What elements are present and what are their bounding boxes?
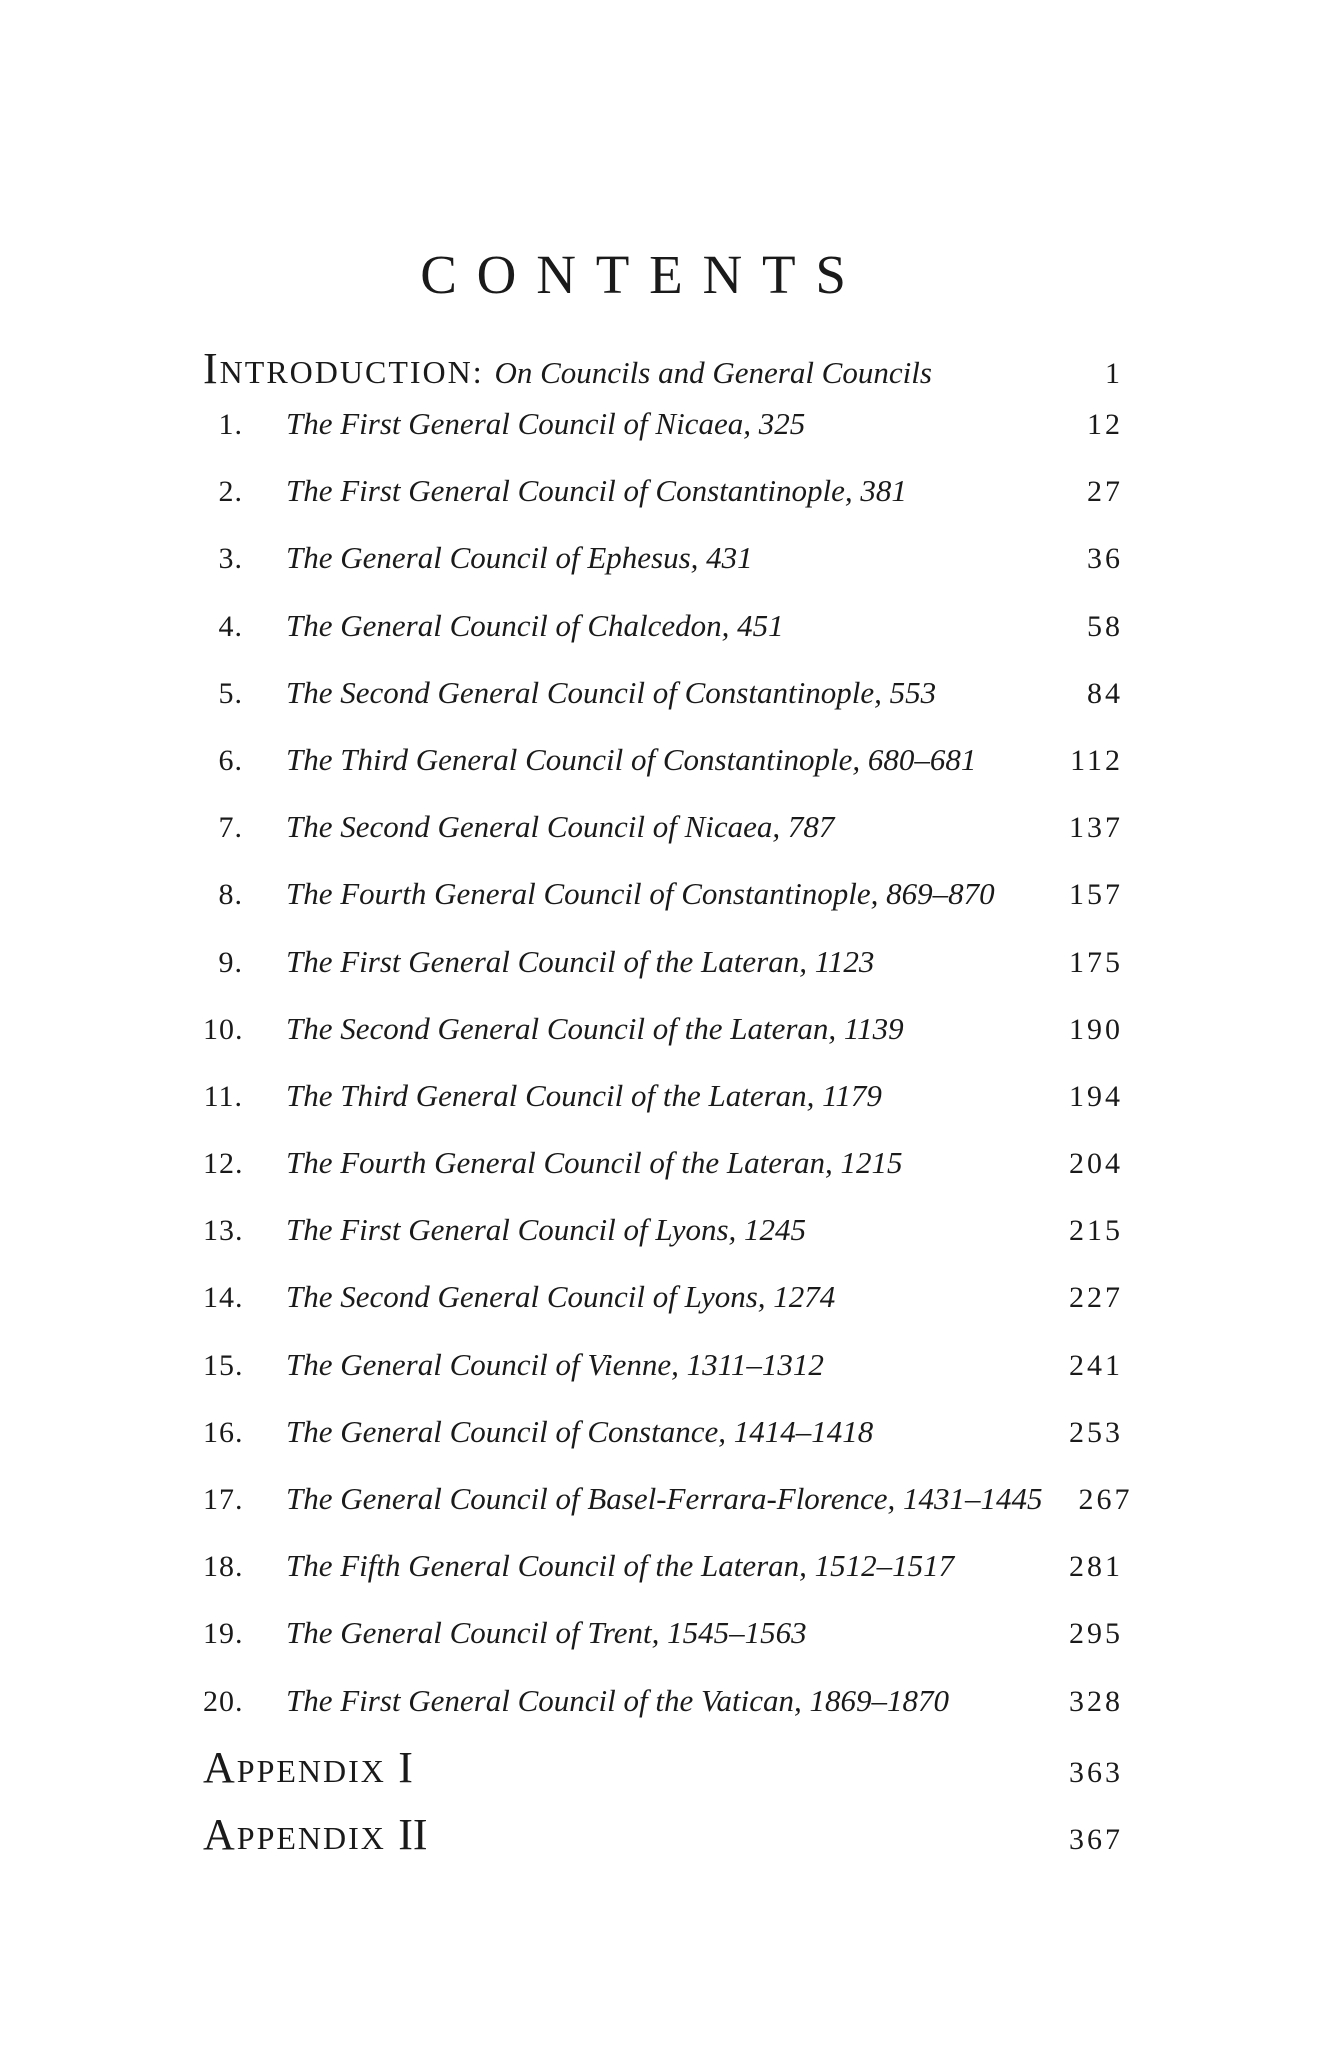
toc-entry-page-number: 253: [1069, 1415, 1123, 1449]
toc-entry-page-number: 267: [1078, 1483, 1133, 1516]
toc-entry-number: 2.: [218, 475, 243, 509]
toc-entry-page-number: 241: [1069, 1348, 1123, 1382]
toc-entry-number: 13.: [203, 1214, 244, 1248]
toc-appendix-page-number: 363: [1069, 1755, 1123, 1789]
toc-entry-page-number: 27: [1087, 475, 1123, 509]
toc-entry-page-number: 281: [1069, 1550, 1123, 1584]
toc-entry-number: 18.: [203, 1550, 244, 1584]
toc-entry-row: [203, 592, 1123, 659]
toc-entry-number: 16.: [203, 1415, 244, 1449]
toc-entry-number: 11.: [203, 1079, 243, 1113]
toc-entry-row: [203, 928, 1123, 995]
toc-entry-number: 20.: [203, 1684, 244, 1718]
toc-entry-row: [203, 1532, 1123, 1599]
toc-entry-title: The First General Council of the Vatican, 1869–1870: [286, 1682, 950, 1718]
toc-entry-row: [203, 659, 1123, 726]
toc-entry-row: [203, 1599, 1123, 1666]
toc-entry-number: 9.: [218, 945, 243, 979]
toc-entry-row: [203, 1398, 1123, 1465]
toc-entry-number: 10.: [203, 1012, 244, 1046]
toc-entry-title: The General Council of Trent, 1545–1563: [286, 1615, 807, 1651]
toc-appendix-label: [203, 1734, 1033, 1805]
toc-appendix-row: [203, 1801, 1123, 1868]
toc-entry-number: 19.: [203, 1617, 244, 1651]
toc-entry-title: The Third General Council of the Lateran, 1179: [286, 1077, 882, 1113]
toc-entry-page-number: 328: [1069, 1684, 1123, 1718]
toc-entry-row: [203, 860, 1123, 927]
toc-entry-page-number: 190: [1069, 1012, 1123, 1046]
toc-entry-page-number: 157: [1069, 878, 1123, 912]
toc-entry-list: [203, 390, 1133, 1734]
toc-intro-page-number: 1: [1105, 357, 1123, 390]
toc-entry-page-number: 194: [1069, 1079, 1123, 1113]
toc-entry-row: [203, 1331, 1123, 1398]
toc-entry-number: 4.: [218, 609, 243, 643]
toc-entry-row: [203, 726, 1123, 793]
toc-entry-page-number: 295: [1069, 1617, 1123, 1651]
toc-appendix-caps: PPENDIX: [236, 1819, 386, 1856]
toc-entry-row: [203, 457, 1123, 524]
toc-appendix-initial: A: [203, 1809, 237, 1859]
toc-entry-title: The First General Council of Constantinople, 381: [286, 473, 907, 509]
toc-appendix-initial: A: [203, 1742, 237, 1792]
toc-entry-number: 14.: [203, 1281, 244, 1315]
toc-intro-row: [203, 335, 1123, 393]
toc-entry-page-number: 227: [1069, 1281, 1123, 1315]
toc-entry-row: [203, 793, 1123, 860]
toc-entry-row: [203, 1062, 1123, 1129]
toc-entry-page-number: 12: [1087, 408, 1123, 441]
toc-entry-number: 3.: [218, 542, 243, 576]
toc-entry-number: 15.: [203, 1348, 244, 1382]
toc-entry-title: The First General Council of Nicaea, 325: [286, 406, 806, 441]
toc-appendix-page-number: 367: [1069, 1822, 1123, 1856]
toc-entry-title: The First General Council of Lyons, 1245: [286, 1212, 807, 1248]
toc-entry-number: 1.: [218, 408, 243, 441]
toc-entry-number: 17.: [203, 1483, 244, 1516]
toc-entry-row: [203, 995, 1123, 1062]
toc-entry-title: The General Council of Vienne, 1311–1312: [286, 1346, 824, 1382]
toc-appendix-numeral: II: [398, 1809, 428, 1859]
toc-entry-title: The General Council of Ephesus, 431: [286, 540, 753, 576]
book-page: [203, 244, 1133, 1868]
toc-entry-title: The Second General Council of Constantinople, 553: [286, 674, 937, 710]
toc-entry-title: The Fifth General Council of the Lateran, 1512–1517: [286, 1548, 955, 1584]
toc-entry-row: [203, 1465, 1133, 1532]
toc-entry-page-number: 58: [1087, 609, 1123, 643]
toc-entry-title: The First General Council of the Lateran, 1123: [286, 943, 875, 979]
table-of-contents: [203, 335, 1133, 1868]
toc-entry-row: [203, 1196, 1123, 1263]
toc-entry-title: The Second General Council of Lyons, 1274: [286, 1279, 836, 1315]
toc-entry-page-number: 112: [1070, 743, 1123, 777]
toc-entry-title: The Fourth General Council of Constantinople, 869–870: [286, 876, 995, 912]
toc-entry-title: The Fourth General Council of the Lateran, 1215: [286, 1145, 903, 1181]
toc-entry-number: 7.: [218, 811, 243, 845]
toc-entry-page-number: 215: [1069, 1214, 1123, 1248]
toc-entry-page-number: 84: [1087, 676, 1123, 710]
toc-entry-page-number: 204: [1069, 1147, 1123, 1181]
toc-entry-page-number: 175: [1069, 945, 1123, 979]
toc-entry-number: 8.: [218, 878, 243, 912]
toc-entry-row: [203, 524, 1123, 591]
toc-entry-title: The Third General Council of Constantinople, 680–681: [286, 741, 977, 777]
toc-entry-number: 12.: [203, 1147, 244, 1181]
toc-entry-title: The General Council of Chalcedon, 451: [286, 607, 784, 643]
toc-intro-caps: NTRODUCTION:: [219, 354, 484, 390]
toc-entry-page-number: 36: [1087, 542, 1123, 576]
toc-entry-row: [203, 1667, 1123, 1734]
toc-intro-initial: I: [203, 344, 220, 393]
toc-intro-title: On Councils and General Councils: [494, 355, 932, 390]
toc-entry-title: The Second General Council of Nicaea, 787: [286, 809, 835, 845]
toc-entry-page-number: 137: [1069, 811, 1123, 845]
toc-appendix-numeral: I: [398, 1742, 413, 1792]
toc-entry-row: [203, 1263, 1123, 1330]
toc-entry-title: The General Council of Constance, 1414–1418: [286, 1413, 874, 1449]
toc-entry-number: 5.: [218, 676, 243, 710]
toc-appendix-caps: PPENDIX: [236, 1752, 386, 1789]
toc-entry-row: [203, 390, 1123, 457]
toc-appendix-label: [203, 1801, 1033, 1872]
toc-entry-row: [203, 1129, 1123, 1196]
toc-entry-title: The Second General Council of the Lateran, 1139: [286, 1010, 904, 1046]
toc-appendix-row: [203, 1734, 1123, 1801]
toc-entry-number: 6.: [218, 743, 243, 777]
toc-entry-title: The General Council of Basel-Ferrara-Florence, 1431–1445: [286, 1481, 1043, 1516]
page-title: CONTENTS: [420, 244, 866, 305]
